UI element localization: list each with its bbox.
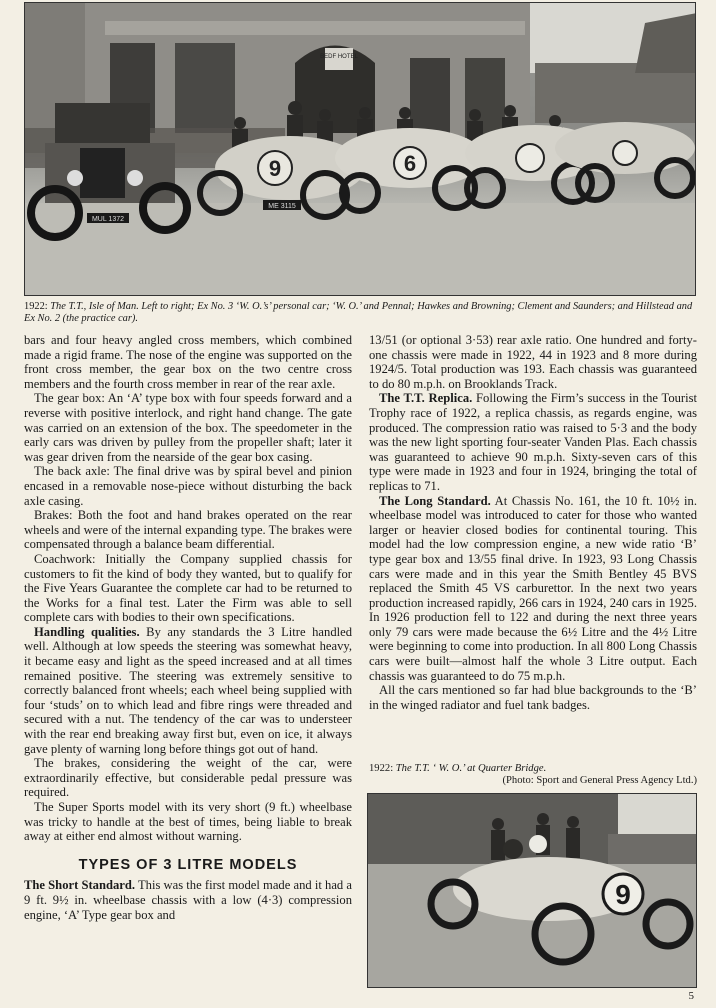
car-number-9-bottom: 9	[615, 879, 631, 910]
short-standard-heading: The Short Standard.	[24, 878, 135, 893]
short-standard-text: This was the first model made and it had a 9 ft. 9½ in. wheelbase chassis with a low (4·3) compression engine, ‘A’ Type gear box and	[24, 878, 352, 922]
section-heading: TYPES OF 3 LITRE MODELS	[78, 856, 298, 873]
handling-heading: Handling qualities.	[34, 624, 140, 639]
plate-left: MUL 1372	[91, 216, 125, 223]
caption-year: 1922:	[24, 301, 51, 312]
bottom-photo-illustration	[368, 794, 697, 988]
bottom-photograph	[367, 793, 697, 988]
long-standard-text: At Chassis No. 161, the 10 ft. 10½ in. wheelbase model was introduced to cater for those who wanted larger or heavier closed bodies for continental touring. This model had the low compression engine, a new wide ratio ‘B’ type gear box and 13/55 final drive. In 1923, 93 Long Chassis cars were made and in this year the Smith Bentley 45 BVS replaced the Smith 45 VS carburettor. In the next two years production increased rapidly, 266 cars in 1924, 240 cars in 1925. In 1926 production fell to 122 and during the next three years only 79 cars were made because the 6½ Litre and the 4½ Litre were beginning to come into production. In all 800 Long Chassis cars were built—almost half the whole 3 Litre output. Each chassis was guaranteed to do 75 m.p.h.	[369, 493, 697, 683]
paragraph-frame: bars and four heavy angled cross members, which combined made a rigid frame. The nose of the engine was supported on the front cross member, the gear box on the two centre cross members and the fourth cross member in rear of the rear axle.	[24, 333, 352, 391]
hotel-sign: BEDF HOTEL	[320, 54, 358, 60]
car-number-9: 9	[268, 156, 282, 181]
plate-right: ME 3115	[268, 203, 296, 210]
page-number: 5	[688, 990, 694, 1002]
long-standard-heading: The Long Standard.	[379, 493, 491, 508]
paragraph-badges: All the cars mentioned so far had blue backgrounds to the ‘B’ in the winged radiator and fuel tank badges.	[369, 683, 697, 712]
paragraph-axle-ratio: 13/51 (or optional 3·53) rear axle ratio. One hundred and forty-one chassis were made in 1922, 44 in 1923 and 8 more during 1924/5. Total production was 193. Each chassis was guaranteed to do 80 m.p.h. on Brooklands Track.	[369, 333, 697, 391]
bottom-caption-year: 1922:	[369, 763, 396, 774]
caption-text: The T.T., Isle of Man. Left to right; Ex No. 3 ‘W. O.’s’ personal car; ‘W. O.’ and Pennal; Hawkes and Browning; Clement and Saunders; and Hillstead and Ex No. 2 (the practice car).	[24, 301, 693, 324]
paragraph-long-standard	[369, 494, 697, 684]
top-photograph	[24, 2, 696, 296]
bottom-photo-caption	[369, 763, 697, 788]
paragraph-short-standard	[24, 878, 352, 922]
car-two-seater-6	[335, 128, 485, 211]
car-number-6: 6	[403, 151, 417, 176]
left-column	[24, 333, 352, 922]
paragraph-gear-box: The gear box: An ‘A’ type box with four speeds forward and a reverse with positive interlock, and right hand change. The gate was carried on an extension of the box. The speedometer in the early cars was driven by pulley from the propeller shaft; later it was gear driven from the nearside of the gear box casing.	[24, 391, 352, 464]
tt-replica-heading: The T.T. Replica.	[379, 391, 473, 406]
paragraph-back-axle: The back axle: The final drive was by spiral bevel and pinion encased in a removable nose-piece without disturbing the back axle casing.	[24, 464, 352, 508]
car-practice	[555, 122, 695, 200]
paragraph-brakes: Brakes: Both the foot and hand brakes operated on the rear wheels and were of the internal expanding type. The brakes were compensated through a balance beam differential.	[24, 508, 352, 552]
paragraph-super-sports: The Super Sports model with its very short (9 ft.) wheelbase was tricky to handle at the best of times, being liable to break away at either end almost without warning.	[24, 800, 352, 844]
top-photo-illustration	[25, 3, 696, 296]
bottom-caption-text: The T.T. ‘ W. O.’ at Quarter Bridge.	[395, 763, 547, 774]
paragraph-brakes-effect: The brakes, considering the weight of the car, were extraordinarily effective, but considerable pedal pressure was required.	[24, 756, 352, 800]
paragraph-tt-replica	[369, 391, 697, 493]
handling-text: By any standards the 3 Litre handled well. Although at low speeds the steering was somewhat heavy, it became easy and light as the speed increased and at all times remained positive. The steering was extremely sensitive to correctly balanced front wheels; each wheel being supplied with four ‘studs’ on to which lead and fibre rings were threaded and secured with a nut. The tendency of the car was to understeer with the rear end breaking away first but, even on ice, it always gave plenty of warning long before things got out of hand.	[24, 624, 353, 756]
tt-replica-text: Following the Firm’s success in the Tourist Trophy race of 1922, a replica chassis, as regards engine, was produced. The compression ratio was raised to 5·3 and the body was the new light sporting four-seater Vanden Plas. Each chassis was guaranteed to achieve 90 m.p.h. Sixty-seven cars of this type were made in 1923 and four in 1924, bringing the total of replicas to 71.	[369, 391, 698, 493]
right-column	[369, 333, 697, 712]
paragraph-handling	[24, 625, 352, 756]
paragraph-coachwork: Coachwork: Initially the Company supplied chassis for customers to fit the kind of body they wanted, but to qualify for the Five Years Guarantee the complete car had to be returned to the Works for a final test. Later the Firm was able to sell complete cars with bodies to their own specifications.	[24, 551, 352, 625]
top-photo-caption	[24, 301, 698, 325]
photo-credit: (Photo: Sport and General Press Agency Ltd.)	[502, 775, 697, 787]
